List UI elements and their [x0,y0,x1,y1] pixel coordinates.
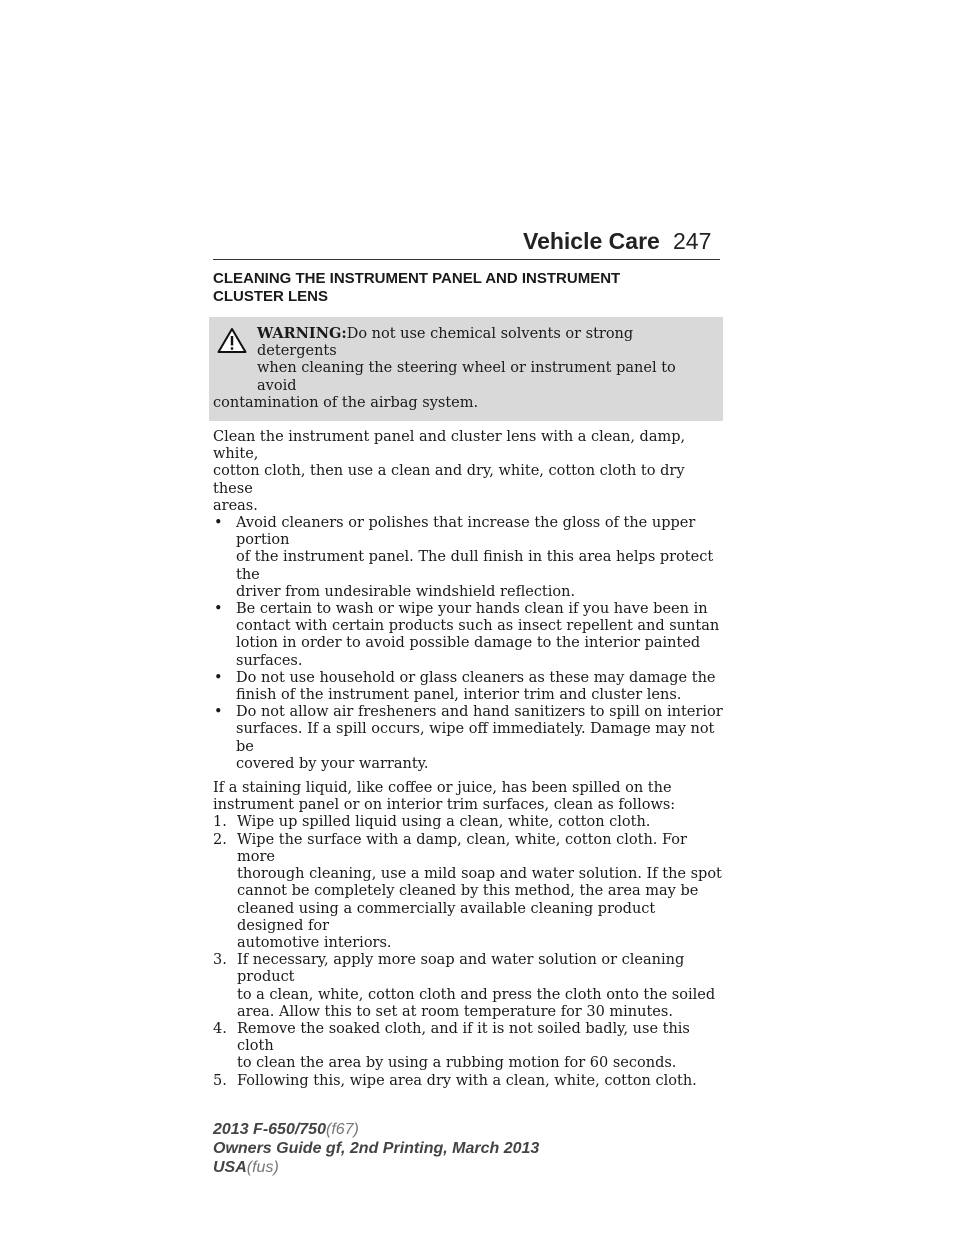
text-line: Be certain to wash or wipe your hands clean if you have been in [236,601,708,618]
footer-line [213,1139,539,1158]
warning-line: contamination of the airbag system. [213,394,479,411]
bullet-list [213,515,723,773]
text-line: Do not allow air fresheners and hand sanitizers to spill on interior [236,704,723,721]
step-number: 4. [213,1020,227,1037]
text-line: area. Allow this to set at room temperature for 30 minutes. [237,1003,673,1020]
text-line: driver from undesirable windshield reflection. [236,583,576,600]
list-item [213,814,723,831]
footer-line [213,1120,539,1139]
text-line: surfaces. If a spill occurs, wipe off immediately. Damage may not be [236,721,715,755]
section-heading [213,270,723,305]
text-line: automotive interiors. [237,934,392,951]
text-line: finish of the instrument panel, interior trim and cluster lens. [236,687,682,704]
warning-line: when cleaning the steering wheel or instrument panel to avoid [257,360,676,394]
warning-text: Do not use chemical solvents or strong detergents [257,326,634,360]
section-heading-line: CLUSTER LENS [213,287,329,305]
list-item [213,704,723,773]
text-line: If necessary, apply more soap and water solution or cleaning product [237,952,685,986]
spacer [213,773,723,780]
bullet-mark: • [214,601,223,618]
staining-paragraph [213,780,723,814]
page-content [213,270,723,1090]
warning-triangle-icon [217,327,247,354]
text-line: areas. [213,497,258,514]
header-rule [213,259,720,260]
text-line: to a clean, white, cotton cloth and press the cloth onto the soiled [237,986,716,1003]
text-line: cotton cloth, then use a clean and dry, white, cotton cloth to dry these [213,463,685,497]
section-heading-line: CLEANING THE INSTRUMENT PANEL AND INSTRUMENT [213,270,621,287]
text-line: If a staining liquid, like coffee or juice, has been spilled on the [213,780,672,797]
text-line: Following this, wipe area dry with a clean, white, cotton cloth. [237,1072,697,1089]
numbered-list [213,814,723,1089]
bullet-mark: • [214,515,223,532]
step-number: 3. [213,952,227,969]
list-item [213,1073,723,1090]
bullet-mark: • [214,669,223,686]
bullet-mark: • [214,704,223,721]
footer-region: USA [213,1159,247,1176]
text-line: Clean the instrument panel and cluster lens with a clean, damp, white, [213,429,686,463]
page-number: 247 [673,228,712,254]
text-line: Wipe up spilled liquid using a clean, white, cotton cloth. [237,814,651,831]
footer-guide: Owners Guide gf, 2nd Printing, March 2013 [213,1140,540,1157]
intro-paragraph [213,429,723,515]
text-line: cleaned using a commercially available cleaning product designed for [237,900,656,934]
footer-model: 2013 F-650/750 [213,1121,326,1138]
text-line: Avoid cleaners or polishes that increase the gloss of the upper portion [236,515,696,549]
text-line: thorough cleaning, use a mild soap and water solution. If the spot [237,866,722,883]
chapter-title: Vehicle Care [523,228,660,254]
list-item [213,670,723,704]
warning-box [209,317,723,421]
list-item [213,601,723,670]
list-item [213,832,723,952]
warning-line [213,325,713,360]
list-item [213,1021,723,1073]
page-footer [213,1120,539,1177]
footer-model-code: (f67) [325,1121,359,1138]
text-line: lotion in order to avoid possible damage to the interior painted [236,635,701,652]
list-item [213,952,723,1021]
footer-region-code: (fus) [246,1159,279,1176]
text-line: Remove the soaked cloth, and if it is not soiled badly, use this cloth [237,1020,690,1055]
text-line: instrument panel or on interior trim surfaces, clean as follows: [213,797,676,814]
text-line: cannot be completely cleaned by this method, the area may be [237,883,699,900]
step-number: 2. [213,831,227,848]
text-line: covered by your warranty. [236,755,429,772]
text-line: Do not use household or glass cleaners as these may damage the [236,669,716,686]
warning-label: WARNING: [257,325,347,342]
text-line: surfaces. [236,652,303,669]
text-line: Wipe the surface with a damp, clean, white, cotton cloth. For more [237,831,687,865]
footer-line [213,1158,539,1177]
list-item [213,515,723,601]
text-line: of the instrument panel. The dull finish in this area helps protect the [236,549,714,583]
text-line: to clean the area by using a rubbing motion for 60 seconds. [237,1055,677,1072]
step-number: 1. [213,814,227,831]
step-number: 5. [213,1072,227,1089]
text-line: contact with certain products such as insect repellent and suntan [236,618,720,635]
